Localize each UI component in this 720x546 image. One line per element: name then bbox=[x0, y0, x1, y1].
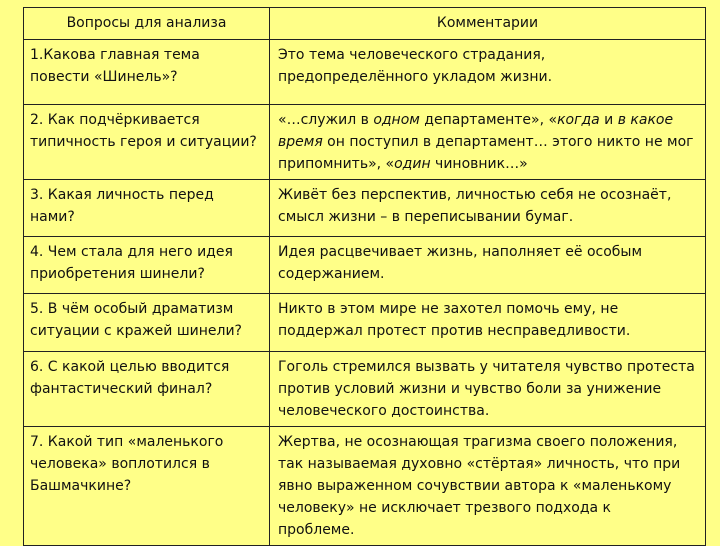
italic-fragment: когда bbox=[557, 112, 600, 128]
italic-fragment: одном bbox=[373, 112, 420, 128]
question-cell: 5. В чём особый драматизм ситуации с кражей шинели? bbox=[24, 294, 270, 352]
text-fragment: чиновник…» bbox=[430, 156, 528, 172]
header-comments: Комментарии bbox=[270, 8, 706, 40]
answer-cell: Живёт без перспектив, личностью себя не осознаёт, смысл жизни – в переписывании бумаг. bbox=[270, 180, 706, 237]
table-row bbox=[24, 105, 706, 180]
table-row bbox=[24, 180, 706, 237]
analysis-table bbox=[23, 7, 706, 546]
header-row bbox=[24, 8, 706, 40]
question-cell: 4. Чем стала для него идея приобретения шинели? bbox=[24, 237, 270, 294]
question-cell: 1.Какова главная тема повести «Шинель»? bbox=[24, 40, 270, 105]
question-cell: 3. Какая личность перед нами? bbox=[24, 180, 270, 237]
table-row bbox=[24, 294, 706, 352]
text-fragment: департаменте», « bbox=[419, 112, 558, 128]
text-fragment: и bbox=[599, 112, 618, 128]
question-cell: 7. Какой тип «маленького человека» воплотился в Башмачкине? bbox=[24, 427, 270, 546]
answer-cell: Гоголь стремился вызвать у читателя чувство протеста против условий жизни и чувство боли за унижение человеческого достоинства. bbox=[270, 352, 706, 427]
italic-fragment: в какое время bbox=[278, 112, 674, 150]
analysis-table-wrapper bbox=[23, 7, 706, 546]
answer-cell: Это тема человеческого страдания, предопределённого укладом жизни. bbox=[270, 40, 706, 105]
header-questions: Вопросы для анализа bbox=[24, 8, 270, 40]
table-row bbox=[24, 352, 706, 427]
answer-cell: Идея расцвечивает жизнь, наполняет её особым содержанием. bbox=[270, 237, 706, 294]
table-row bbox=[24, 237, 706, 294]
text-fragment: он поступил в департамент… этого никто не мог припомнить», « bbox=[278, 134, 694, 172]
question-cell: 6. С какой целью вводится фантастический финал? bbox=[24, 352, 270, 427]
answer-cell bbox=[270, 105, 706, 180]
table-row bbox=[24, 40, 706, 105]
question-cell: 2. Как подчёркивается типичность героя и ситуации? bbox=[24, 105, 270, 180]
text-fragment: «…служил в bbox=[278, 112, 374, 128]
answer-cell: Никто в этом мире не захотел помочь ему, не поддержал протест против несправедливости. bbox=[270, 294, 706, 352]
table-row bbox=[24, 427, 706, 546]
italic-fragment: один bbox=[394, 156, 431, 172]
answer-cell: Жертва, не осознающая трагизма своего положения, так называемая духовно «стёртая» личность, что при явно выраженном сочувствии автора к «маленькому человеку» не исключает трезвого подхода к проблеме. bbox=[270, 427, 706, 546]
